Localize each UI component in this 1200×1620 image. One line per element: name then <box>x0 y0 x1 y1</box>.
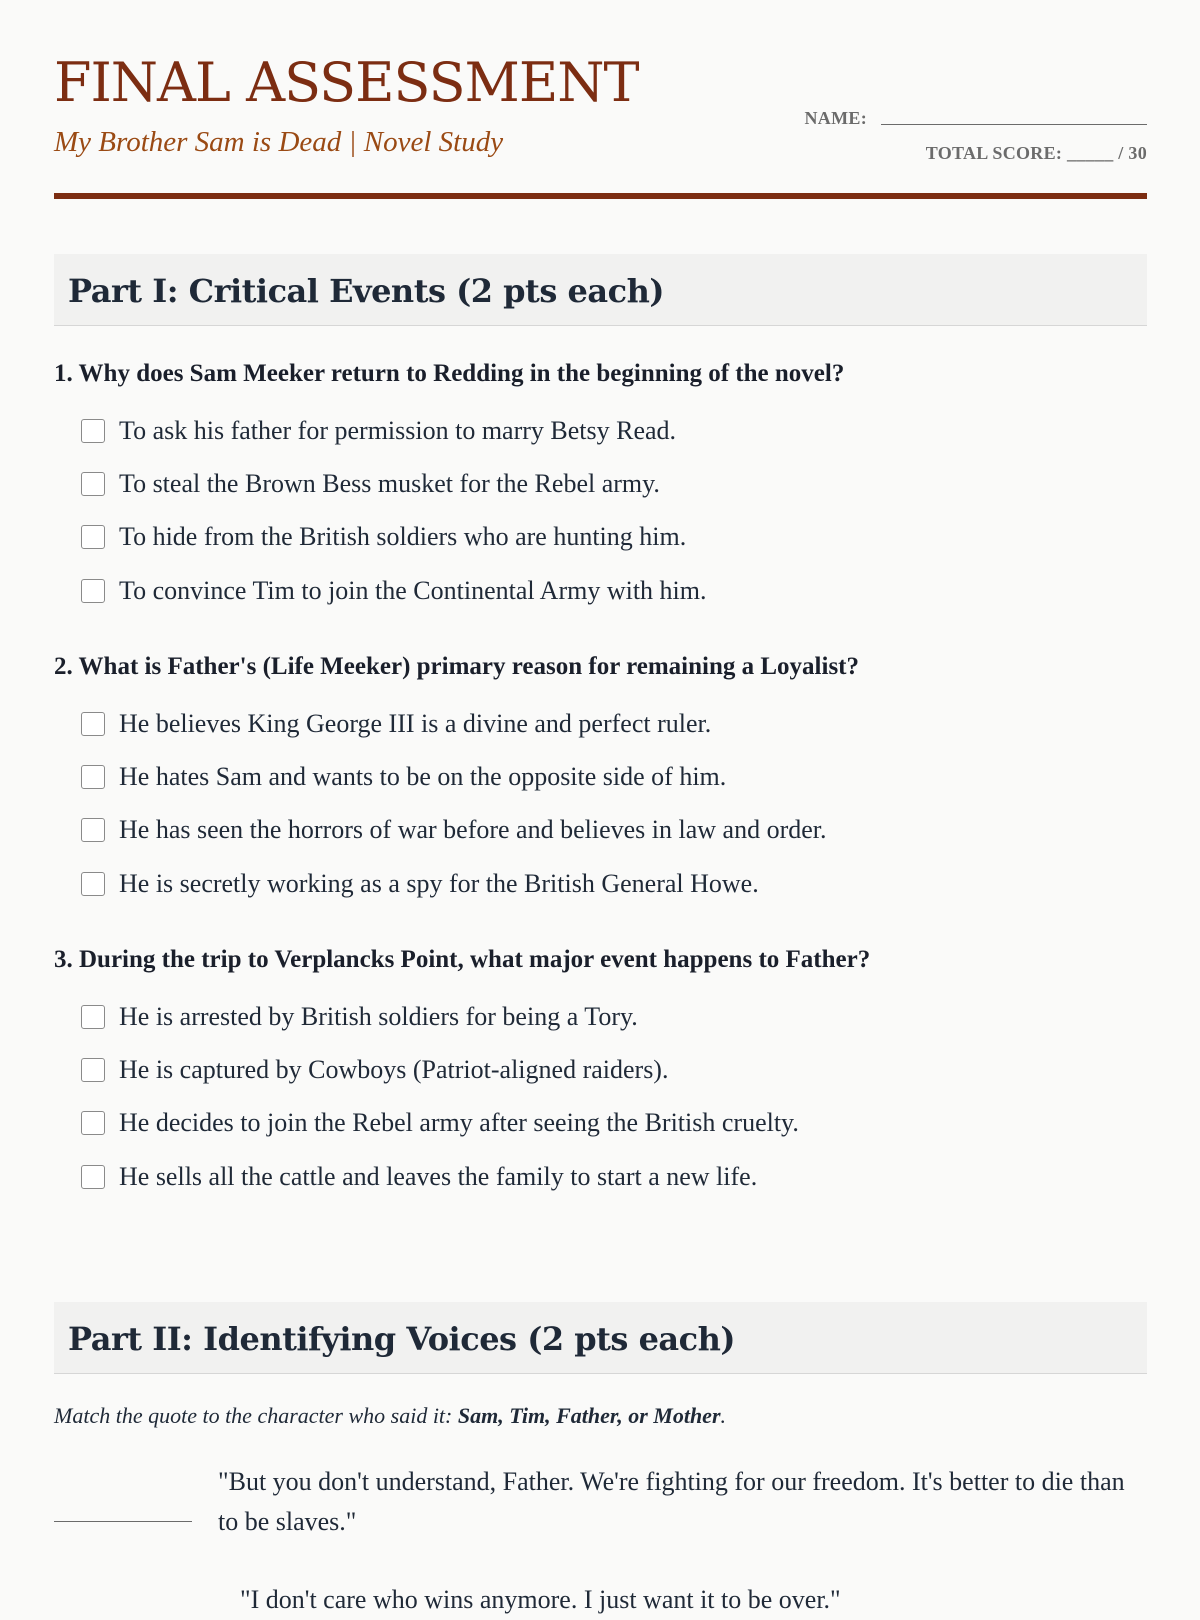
name-row <box>804 96 1148 128</box>
option-list <box>54 404 1147 617</box>
part2-heading: Part II: Identifying Voices (2 pts each) <box>68 1320 736 1358</box>
checkbox[interactable] <box>81 1005 105 1029</box>
checkbox[interactable] <box>81 1165 105 1189</box>
option-item[interactable] <box>54 804 1147 857</box>
checkbox[interactable] <box>81 818 105 842</box>
header-divider <box>54 193 1147 199</box>
checkbox[interactable] <box>81 579 105 603</box>
checkbox[interactable] <box>81 765 105 789</box>
part1-header <box>54 254 1147 326</box>
option-label: To steal the Brown Bess musket for the Rebel army. <box>119 468 660 498</box>
question-2 <box>54 652 1147 910</box>
option-label: To hide from the British soldiers who are hunting him. <box>119 522 687 552</box>
answer-blank[interactable] <box>54 1521 192 1522</box>
name-field[interactable] <box>881 96 1147 125</box>
question-1 <box>54 359 1147 617</box>
checkbox[interactable] <box>81 872 105 896</box>
question-text: 3. During the trip to Verplancks Point, what major event happens to Father? <box>54 946 871 973</box>
option-item[interactable] <box>54 750 1147 803</box>
option-item[interactable] <box>54 564 1147 617</box>
option-item[interactable] <box>54 1043 1147 1096</box>
option-label: He decides to join the Rebel army after seeing the British cruelty. <box>119 1108 799 1138</box>
option-item[interactable] <box>54 1150 1147 1203</box>
assessment-page <box>54 0 1147 1614</box>
option-label: To convince Tim to join the Continental Army with him. <box>119 575 707 605</box>
name-label: NAME: <box>804 108 867 128</box>
part2-instructions <box>54 1403 726 1429</box>
option-item[interactable] <box>54 457 1147 510</box>
checkbox[interactable] <box>81 712 105 736</box>
instructions-end: . <box>720 1403 726 1428</box>
question-text: 2. What is Father's (Life Meeker) primary reason for remaining a Loyalist? <box>54 653 859 680</box>
option-label: He is arrested by British soldiers for being a Tory. <box>119 1001 638 1031</box>
quote-text: "But you don't understand, Father. We're fighting for our freedom. It's better to die than to be slaves." <box>218 1467 1125 1536</box>
page-subtitle: My Brother Sam is Dead | Novel Study <box>54 126 504 158</box>
part1-heading: Part I: Critical Events (2 pts each) <box>68 272 664 310</box>
option-item[interactable] <box>54 697 1147 750</box>
option-label: He is secretly working as a spy for the British General Howe. <box>119 868 759 898</box>
option-item[interactable] <box>54 511 1147 564</box>
quote-text: "I don't care who wins anymore. I just want it to be over." <box>240 1585 841 1614</box>
checkbox[interactable] <box>81 472 105 496</box>
header <box>54 0 1147 200</box>
part2-header <box>54 1302 1147 1374</box>
option-label: He has seen the horrors of war before and believes in law and order. <box>119 815 827 845</box>
checkbox[interactable] <box>81 525 105 549</box>
page-title: FINAL ASSESSMENT <box>54 51 639 114</box>
instructions-text: Match the quote to the character who said it: <box>54 1403 458 1428</box>
option-label: To ask his father for permission to marry Betsy Read. <box>119 415 677 445</box>
option-item[interactable] <box>54 990 1147 1043</box>
option-label: He sells all the cattle and leaves the family to start a new life. <box>119 1161 758 1191</box>
option-item[interactable] <box>54 1097 1147 1150</box>
checkbox[interactable] <box>81 1058 105 1082</box>
question-text: 1. Why does Sam Meeker return to Redding in the beginning of the novel? <box>54 360 845 387</box>
voice-item-1 <box>54 1462 1147 1542</box>
instructions-choices: Sam, Tim, Father, or Mother <box>457 1403 721 1428</box>
option-item[interactable] <box>54 404 1147 457</box>
option-label: He hates Sam and wants to be on the opposite side of him. <box>119 761 727 791</box>
question-3 <box>54 945 1147 1203</box>
option-label: He believes King George III is a divine and perfect ruler. <box>119 708 712 738</box>
option-item[interactable] <box>54 857 1147 910</box>
checkbox[interactable] <box>81 419 105 443</box>
option-label: He is captured by Cowboys (Patriot-aligned raiders). <box>119 1054 669 1084</box>
voice-item-2 <box>54 1580 1147 1620</box>
option-list <box>54 697 1147 910</box>
option-list <box>54 990 1147 1203</box>
checkbox[interactable] <box>81 1111 105 1135</box>
total-score: TOTAL SCORE: _____ / 30 <box>925 143 1147 163</box>
